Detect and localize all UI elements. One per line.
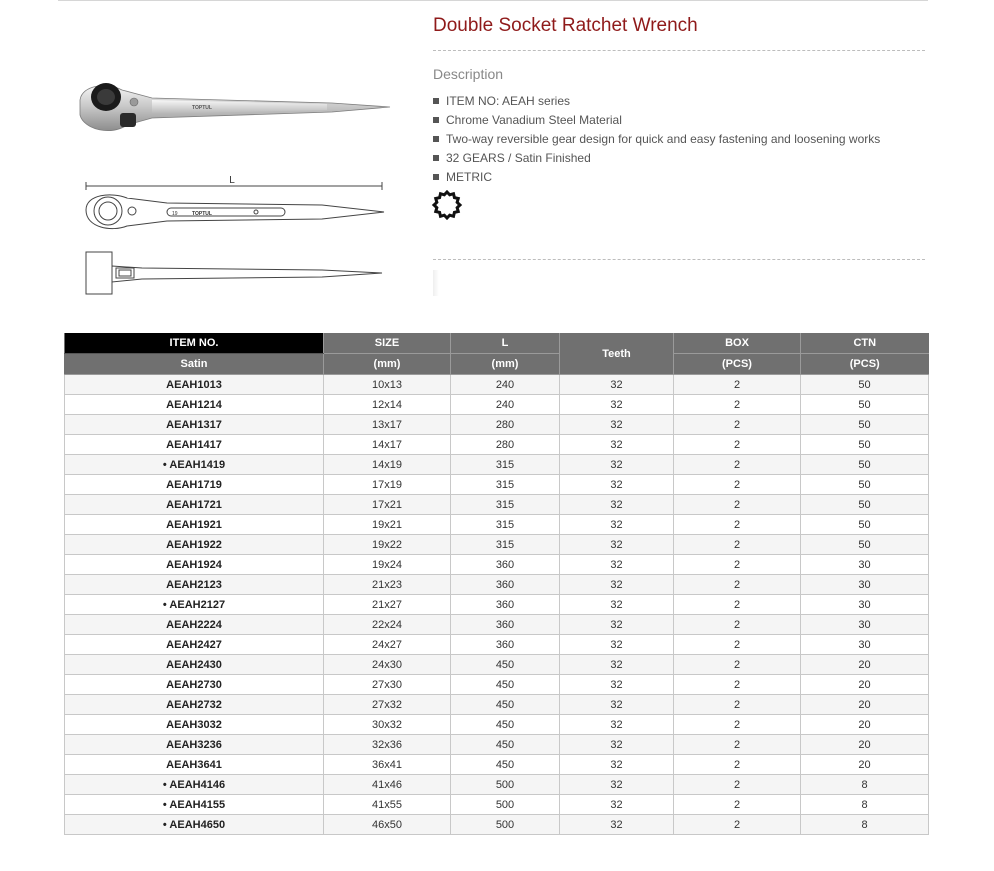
- feature-item: [433, 130, 880, 149]
- box-qty-cell: 2: [674, 375, 801, 395]
- ctn-qty-cell: 30: [801, 615, 929, 635]
- ctn-qty-cell: 20: [801, 695, 929, 715]
- teeth-cell: 32: [560, 415, 674, 435]
- item-code-cell: • AEAH4146: [65, 775, 324, 795]
- box-qty-cell: 2: [674, 735, 801, 755]
- ctn-qty-cell: 50: [801, 395, 929, 415]
- box-qty-cell: 2: [674, 495, 801, 515]
- spec-table: [64, 333, 929, 835]
- table-row: [65, 575, 929, 595]
- ctn-qty-cell: 30: [801, 575, 929, 595]
- teeth-cell: 32: [560, 435, 674, 455]
- item-code-cell: • AEAH1419: [65, 455, 324, 475]
- box-qty-cell: 2: [674, 455, 801, 475]
- brand-mark-photo: TOPTUL: [192, 105, 212, 111]
- length-cell: 315: [451, 535, 560, 555]
- teeth-cell: 32: [560, 615, 674, 635]
- ctn-qty-cell: 20: [801, 755, 929, 775]
- square-bullet-icon: [433, 136, 439, 142]
- box-qty-cell: 2: [674, 535, 801, 555]
- spec-table-body: [65, 375, 929, 835]
- table-row: [65, 415, 929, 435]
- product-image: [72, 70, 392, 310]
- item-code-cell: • AEAH4650: [65, 815, 324, 835]
- item-code-cell: AEAH1317: [65, 415, 324, 435]
- length-cell: 315: [451, 475, 560, 495]
- top-divider: [58, 0, 928, 1]
- teeth-cell: 32: [560, 495, 674, 515]
- box-qty-cell: 2: [674, 675, 801, 695]
- page-title: Double Socket Ratchet Wrench: [433, 15, 698, 36]
- feature-list: [433, 92, 880, 187]
- ctn-qty-cell: 8: [801, 795, 929, 815]
- feature-text: Two-way reversible gear design for quick and easy fastening and loosening works: [446, 132, 881, 146]
- item-code-cell: AEAH3032: [65, 715, 324, 735]
- item-code-cell: AEAH2224: [65, 615, 324, 635]
- length-cell: 450: [451, 675, 560, 695]
- twelve-point-icon: [431, 190, 465, 220]
- ctn-qty-cell: 50: [801, 455, 929, 475]
- item-code-cell: AEAH3641: [65, 755, 324, 775]
- dimension-label: L: [229, 175, 235, 186]
- size-cell: 46x50: [324, 815, 451, 835]
- wrench-drawing-top: [86, 182, 384, 229]
- ctn-qty-cell: 8: [801, 775, 929, 795]
- size-cell: 41x55: [324, 795, 451, 815]
- size-cell: 30x32: [324, 715, 451, 735]
- length-cell: 360: [451, 575, 560, 595]
- size-mark-drawing: 19: [172, 211, 178, 217]
- header-ctn-unit: (PCS): [801, 354, 929, 375]
- teeth-cell: 32: [560, 715, 674, 735]
- teeth-cell: 32: [560, 635, 674, 655]
- box-qty-cell: 2: [674, 635, 801, 655]
- size-cell: 19x21: [324, 515, 451, 535]
- item-code-cell: • AEAH2127: [65, 595, 324, 615]
- table-row: [65, 375, 929, 395]
- table-row: [65, 675, 929, 695]
- ctn-qty-cell: 50: [801, 415, 929, 435]
- box-qty-cell: 2: [674, 655, 801, 675]
- length-cell: 315: [451, 495, 560, 515]
- ctn-qty-cell: 50: [801, 515, 929, 535]
- table-row: [65, 455, 929, 475]
- length-cell: 360: [451, 595, 560, 615]
- square-bullet-icon: [433, 174, 439, 180]
- box-qty-cell: 2: [674, 575, 801, 595]
- divider: [433, 50, 925, 51]
- length-cell: 500: [451, 795, 560, 815]
- ctn-qty-cell: 20: [801, 675, 929, 695]
- header-box: BOX: [674, 333, 801, 354]
- length-cell: 240: [451, 375, 560, 395]
- box-qty-cell: 2: [674, 515, 801, 535]
- length-cell: 450: [451, 695, 560, 715]
- box-qty-cell: 2: [674, 595, 801, 615]
- header-size: SIZE: [324, 333, 451, 354]
- teeth-cell: 32: [560, 775, 674, 795]
- table-row: [65, 535, 929, 555]
- feature-item: [433, 111, 880, 130]
- ctn-qty-cell: 30: [801, 595, 929, 615]
- box-qty-cell: 2: [674, 775, 801, 795]
- size-cell: 12x14: [324, 395, 451, 415]
- teeth-cell: 32: [560, 755, 674, 775]
- table-row: [65, 715, 929, 735]
- teeth-cell: 32: [560, 695, 674, 715]
- ctn-qty-cell: 50: [801, 435, 929, 455]
- size-cell: 21x27: [324, 595, 451, 615]
- length-cell: 450: [451, 755, 560, 775]
- table-row: [65, 635, 929, 655]
- header-item-finish: Satin: [65, 354, 324, 375]
- size-cell: 27x30: [324, 675, 451, 695]
- wrench-photo: [80, 83, 390, 131]
- teeth-cell: 32: [560, 515, 674, 535]
- length-cell: 315: [451, 455, 560, 475]
- length-cell: 360: [451, 555, 560, 575]
- size-cell: 36x41: [324, 755, 451, 775]
- feature-item: [433, 149, 880, 168]
- table-row: [65, 515, 929, 535]
- size-cell: 21x23: [324, 575, 451, 595]
- length-cell: 240: [451, 395, 560, 415]
- length-cell: 280: [451, 435, 560, 455]
- box-qty-cell: 2: [674, 795, 801, 815]
- item-code-cell: AEAH1721: [65, 495, 324, 515]
- length-cell: 450: [451, 735, 560, 755]
- item-code-cell: AEAH1922: [65, 535, 324, 555]
- size-cell: 24x30: [324, 655, 451, 675]
- teeth-cell: 32: [560, 655, 674, 675]
- box-qty-cell: 2: [674, 715, 801, 735]
- table-row: [65, 395, 929, 415]
- box-qty-cell: 2: [674, 615, 801, 635]
- length-cell: 500: [451, 815, 560, 835]
- header-size-unit: (mm): [324, 354, 451, 375]
- box-qty-cell: 2: [674, 695, 801, 715]
- item-code-cell: AEAH1921: [65, 515, 324, 535]
- ctn-qty-cell: 30: [801, 635, 929, 655]
- size-cell: 24x27: [324, 635, 451, 655]
- ctn-qty-cell: 50: [801, 535, 929, 555]
- item-code-cell: AEAH3236: [65, 735, 324, 755]
- length-cell: 450: [451, 655, 560, 675]
- size-cell: 14x19: [324, 455, 451, 475]
- teeth-cell: 32: [560, 475, 674, 495]
- divider: [433, 259, 925, 260]
- item-code-cell: AEAH1013: [65, 375, 324, 395]
- wrench-drawing-side: [86, 252, 382, 294]
- length-cell: 360: [451, 635, 560, 655]
- table-row: [65, 555, 929, 575]
- ctn-qty-cell: 20: [801, 655, 929, 675]
- header-length-unit: (mm): [451, 354, 560, 375]
- ctn-qty-cell: 20: [801, 715, 929, 735]
- length-cell: 280: [451, 415, 560, 435]
- feature-text: METRIC: [446, 170, 492, 184]
- header-item-no: ITEM NO.: [65, 333, 324, 354]
- item-code-cell: AEAH1214: [65, 395, 324, 415]
- teeth-cell: 32: [560, 455, 674, 475]
- item-code-cell: AEAH1417: [65, 435, 324, 455]
- ctn-qty-cell: 20: [801, 735, 929, 755]
- teeth-cell: 32: [560, 375, 674, 395]
- item-code-cell: AEAH2730: [65, 675, 324, 695]
- item-code-cell: AEAH2123: [65, 575, 324, 595]
- square-bullet-icon: [433, 98, 439, 104]
- square-bullet-icon: [433, 117, 439, 123]
- header-teeth: Teeth: [560, 333, 674, 375]
- length-cell: 500: [451, 775, 560, 795]
- size-cell: 22x24: [324, 615, 451, 635]
- table-row: [65, 655, 929, 675]
- size-cell: 19x22: [324, 535, 451, 555]
- table-row: [65, 755, 929, 775]
- item-code-cell: AEAH2427: [65, 635, 324, 655]
- size-cell: 19x24: [324, 555, 451, 575]
- item-code-cell: AEAH2430: [65, 655, 324, 675]
- ctn-qty-cell: 50: [801, 375, 929, 395]
- teeth-cell: 32: [560, 575, 674, 595]
- box-qty-cell: 2: [674, 395, 801, 415]
- header-box-unit: (PCS): [674, 354, 801, 375]
- size-cell: 17x19: [324, 475, 451, 495]
- ctn-qty-cell: 8: [801, 815, 929, 835]
- length-cell: 315: [451, 515, 560, 535]
- table-row: [65, 775, 929, 795]
- size-cell: 27x32: [324, 695, 451, 715]
- header-ctn: CTN: [801, 333, 929, 354]
- box-qty-cell: 2: [674, 815, 801, 835]
- table-row: [65, 695, 929, 715]
- table-row: [65, 795, 929, 815]
- teeth-cell: 32: [560, 395, 674, 415]
- size-cell: 17x21: [324, 495, 451, 515]
- size-cell: 14x17: [324, 435, 451, 455]
- teeth-cell: 32: [560, 735, 674, 755]
- square-bullet-icon: [433, 155, 439, 161]
- feature-item: [433, 92, 880, 111]
- feature-text: 32 GEARS / Satin Finished: [446, 151, 591, 165]
- size-cell: 41x46: [324, 775, 451, 795]
- feature-item: [433, 168, 880, 187]
- box-qty-cell: 2: [674, 755, 801, 775]
- teeth-cell: 32: [560, 595, 674, 615]
- length-cell: 450: [451, 715, 560, 735]
- box-qty-cell: 2: [674, 415, 801, 435]
- box-qty-cell: 2: [674, 435, 801, 455]
- brand-mark-drawing: TOPTUL: [192, 211, 212, 217]
- teeth-cell: 32: [560, 795, 674, 815]
- item-code-cell: AEAH2732: [65, 695, 324, 715]
- table-row: [65, 495, 929, 515]
- teeth-cell: 32: [560, 535, 674, 555]
- ctn-qty-cell: 30: [801, 555, 929, 575]
- size-cell: 13x17: [324, 415, 451, 435]
- header-length: L: [451, 333, 560, 354]
- box-qty-cell: 2: [674, 475, 801, 495]
- item-code-cell: AEAH1719: [65, 475, 324, 495]
- feature-text: Chrome Vanadium Steel Material: [446, 113, 622, 127]
- feature-text: ITEM NO: AEAH series: [446, 94, 571, 108]
- size-cell: 10x13: [324, 375, 451, 395]
- item-code-cell: AEAH1924: [65, 555, 324, 575]
- length-cell: 360: [451, 615, 560, 635]
- description-heading: Description: [433, 66, 504, 82]
- table-row: [65, 615, 929, 635]
- box-qty-cell: 2: [674, 555, 801, 575]
- ctn-qty-cell: 50: [801, 495, 929, 515]
- table-row: [65, 435, 929, 455]
- size-cell: 32x36: [324, 735, 451, 755]
- image-placeholder: [433, 270, 439, 296]
- teeth-cell: 32: [560, 555, 674, 575]
- table-row: [65, 475, 929, 495]
- table-row: [65, 595, 929, 615]
- table-row: [65, 735, 929, 755]
- teeth-cell: 32: [560, 815, 674, 835]
- teeth-cell: 32: [560, 675, 674, 695]
- ctn-qty-cell: 50: [801, 475, 929, 495]
- item-code-cell: • AEAH4155: [65, 795, 324, 815]
- table-row: [65, 815, 929, 835]
